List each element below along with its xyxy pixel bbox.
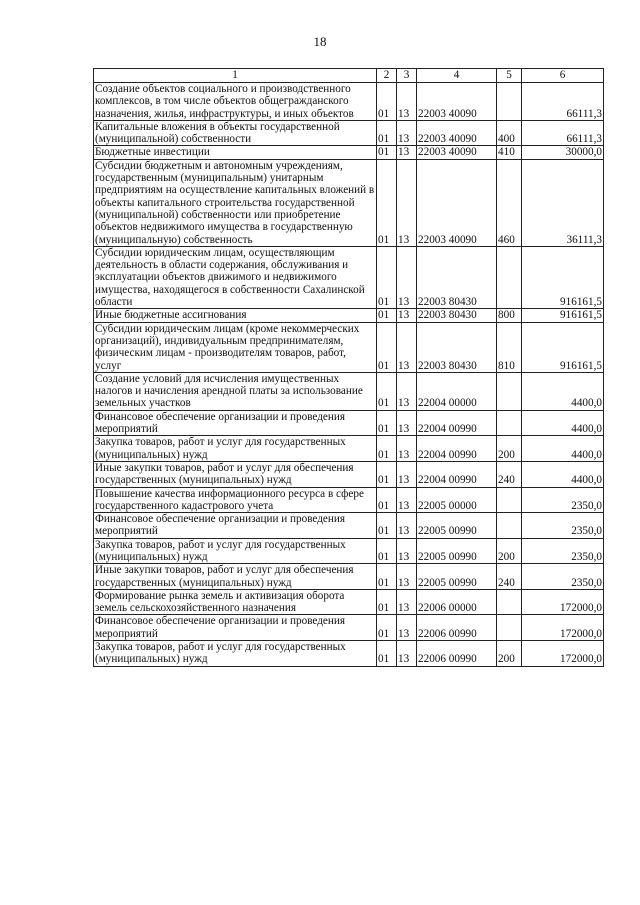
row-amount: 36111,3 xyxy=(522,159,604,246)
row-target-article: 22005 00990 xyxy=(417,564,497,590)
header-col-6: 6 xyxy=(522,69,604,83)
table-row xyxy=(94,436,604,462)
table-row xyxy=(94,564,604,590)
row-section: 01 xyxy=(377,410,397,436)
row-expense-type: 200 xyxy=(497,538,522,564)
row-target-article: 22003 80430 xyxy=(417,309,497,322)
row-section: 01 xyxy=(377,564,397,590)
row-target-article: 22003 40090 xyxy=(417,83,497,121)
row-amount: 172000,0 xyxy=(522,641,604,667)
row-target-article: 22004 00000 xyxy=(417,372,497,410)
header-row xyxy=(94,69,604,83)
header-col-1: 1 xyxy=(94,69,377,83)
row-subsection: 13 xyxy=(397,615,417,641)
row-section: 01 xyxy=(377,120,397,146)
row-target-article: 22004 00990 xyxy=(417,461,497,487)
row-subsection: 13 xyxy=(397,159,417,246)
table-row xyxy=(94,246,604,308)
row-target-article: 22004 00990 xyxy=(417,410,497,436)
row-target-article: 22005 00990 xyxy=(417,513,497,539)
row-subsection: 13 xyxy=(397,410,417,436)
row-section: 01 xyxy=(377,309,397,322)
row-amount: 2350,0 xyxy=(522,538,604,564)
row-subsection: 13 xyxy=(397,564,417,590)
row-amount: 2350,0 xyxy=(522,513,604,539)
row-name: Субсидии бюджетным и автономным учреждениям, государственным (муниципальным) унитарным предприятиям на осуществление капитальных вложений в объекты капитального строительства государственной (муниципальной) собственности или приобретение объектов недвижимого имущества в государственную (муниципальную) собственность xyxy=(94,159,377,246)
row-amount: 172000,0 xyxy=(522,615,604,641)
row-expense-type: 410 xyxy=(497,146,522,159)
row-target-article: 22006 00000 xyxy=(417,589,497,615)
row-section: 01 xyxy=(377,641,397,667)
row-amount: 30000,0 xyxy=(522,146,604,159)
row-amount: 916161,5 xyxy=(522,322,604,372)
table-row xyxy=(94,372,604,410)
row-expense-type: 460 xyxy=(497,159,522,246)
row-target-article: 22003 40090 xyxy=(417,159,497,246)
row-section: 01 xyxy=(377,615,397,641)
row-expense-type: 240 xyxy=(497,461,522,487)
row-section: 01 xyxy=(377,513,397,539)
row-name: Создание объектов социального и производственного комплексов, в том числе объектов общегражданского назначения, жилья, инфраструктуры, и иных объектов xyxy=(94,83,377,121)
row-name: Создание условий для исчисления имущественных налогов и начисления арендной платы за использование земельных участков xyxy=(94,372,377,410)
row-section: 01 xyxy=(377,461,397,487)
row-amount: 916161,5 xyxy=(522,246,604,308)
table-row xyxy=(94,120,604,146)
row-amount: 4400,0 xyxy=(522,410,604,436)
row-amount: 172000,0 xyxy=(522,589,604,615)
row-name: Бюджетные инвестиции xyxy=(94,146,377,159)
row-target-article: 22003 40090 xyxy=(417,120,497,146)
row-expense-type: 810 xyxy=(497,322,522,372)
row-subsection: 13 xyxy=(397,641,417,667)
row-target-article: 22003 40090 xyxy=(417,146,497,159)
table-header xyxy=(94,69,604,83)
row-expense-type xyxy=(497,615,522,641)
row-amount: 2350,0 xyxy=(522,564,604,590)
row-target-article: 22003 80430 xyxy=(417,246,497,308)
table-row xyxy=(94,487,604,513)
row-target-article: 22004 00990 xyxy=(417,436,497,462)
row-section: 01 xyxy=(377,538,397,564)
table-row xyxy=(94,159,604,246)
table-row xyxy=(94,309,604,322)
row-amount: 4400,0 xyxy=(522,436,604,462)
row-name: Закупка товаров, работ и услуг для государственных (муниципальных) нужд xyxy=(94,436,377,462)
row-section: 01 xyxy=(377,372,397,410)
row-subsection: 13 xyxy=(397,309,417,322)
row-expense-type: 200 xyxy=(497,641,522,667)
row-name: Финансовое обеспечение организации и проведения мероприятий xyxy=(94,513,377,539)
table-row xyxy=(94,461,604,487)
row-name: Финансовое обеспечение организации и проведения мероприятий xyxy=(94,410,377,436)
row-expense-type: 200 xyxy=(497,436,522,462)
row-section: 01 xyxy=(377,246,397,308)
budget-table xyxy=(93,68,604,667)
row-name: Повышение качества информационного ресурса в сфере государственного кадастрового учета xyxy=(94,487,377,513)
row-subsection: 13 xyxy=(397,589,417,615)
row-section: 01 xyxy=(377,436,397,462)
row-amount: 66111,3 xyxy=(522,83,604,121)
row-subsection: 13 xyxy=(397,246,417,308)
row-subsection: 13 xyxy=(397,83,417,121)
row-target-article: 22005 00990 xyxy=(417,538,497,564)
row-amount: 2350,0 xyxy=(522,487,604,513)
row-section: 01 xyxy=(377,322,397,372)
row-name: Иные закупки товаров, работ и услуг для обеспечения государственных (муниципальных) нужд xyxy=(94,461,377,487)
header-col-3: 3 xyxy=(397,69,417,83)
row-section: 01 xyxy=(377,83,397,121)
row-expense-type xyxy=(497,83,522,121)
row-name: Субсидии юридическим лицам (кроме некоммерческих организаций), индивидуальным предпринимателям, физическим лицам - производителям товаров, работ, услуг xyxy=(94,322,377,372)
row-subsection: 13 xyxy=(397,461,417,487)
row-amount: 4400,0 xyxy=(522,461,604,487)
row-subsection: 13 xyxy=(397,436,417,462)
row-subsection: 13 xyxy=(397,372,417,410)
table-body xyxy=(94,83,604,667)
row-expense-type: 240 xyxy=(497,564,522,590)
header-col-2: 2 xyxy=(377,69,397,83)
table-row xyxy=(94,513,604,539)
row-expense-type xyxy=(497,513,522,539)
row-name: Иные бюджетные ассигнования xyxy=(94,309,377,322)
row-subsection: 13 xyxy=(397,513,417,539)
row-subsection: 13 xyxy=(397,487,417,513)
row-target-article: 22006 00990 xyxy=(417,641,497,667)
row-subsection: 13 xyxy=(397,146,417,159)
table-row xyxy=(94,322,604,372)
row-name: Формирование рынка земель и активизация оборота земель сельскохозяйственного назначения xyxy=(94,589,377,615)
row-name: Финансовое обеспечение организации и проведения мероприятий xyxy=(94,615,377,641)
row-amount: 916161,5 xyxy=(522,309,604,322)
row-section: 01 xyxy=(377,487,397,513)
header-col-4: 4 xyxy=(417,69,497,83)
row-expense-type xyxy=(497,246,522,308)
row-name: Субсидии юридическим лицам, осуществляющим деятельность в области содержания, обслуживания и эксплуатации объектов движимого и недвижимого имущества, находящегося в собственности Сахалинской области xyxy=(94,246,377,308)
table-row xyxy=(94,146,604,159)
row-name: Капитальные вложения в объекты государственной (муниципальной) собственности xyxy=(94,120,377,146)
table-row xyxy=(94,641,604,667)
row-subsection: 13 xyxy=(397,538,417,564)
row-expense-type: 800 xyxy=(497,309,522,322)
row-subsection: 13 xyxy=(397,120,417,146)
row-name: Иные закупки товаров, работ и услуг для обеспечения государственных (муниципальных) нужд xyxy=(94,564,377,590)
row-target-article: 22005 00000 xyxy=(417,487,497,513)
row-amount: 66111,3 xyxy=(522,120,604,146)
table-row xyxy=(94,615,604,641)
row-target-article: 22006 00990 xyxy=(417,615,497,641)
table-row xyxy=(94,538,604,564)
page-number: 18 xyxy=(313,34,327,49)
row-subsection: 13 xyxy=(397,322,417,372)
row-expense-type: 400 xyxy=(497,120,522,146)
table-row xyxy=(94,589,604,615)
row-expense-type xyxy=(497,487,522,513)
row-name: Закупка товаров, работ и услуг для государственных (муниципальных) нужд xyxy=(94,538,377,564)
table-row xyxy=(94,83,604,121)
row-section: 01 xyxy=(377,589,397,615)
row-name: Закупка товаров, работ и услуг для государственных (муниципальных) нужд xyxy=(94,641,377,667)
row-expense-type xyxy=(497,372,522,410)
table-row xyxy=(94,410,604,436)
row-expense-type xyxy=(497,410,522,436)
row-section: 01 xyxy=(377,159,397,246)
row-amount: 4400,0 xyxy=(522,372,604,410)
header-col-5: 5 xyxy=(497,69,522,83)
row-target-article: 22003 80430 xyxy=(417,322,497,372)
row-section: 01 xyxy=(377,146,397,159)
row-expense-type xyxy=(497,589,522,615)
